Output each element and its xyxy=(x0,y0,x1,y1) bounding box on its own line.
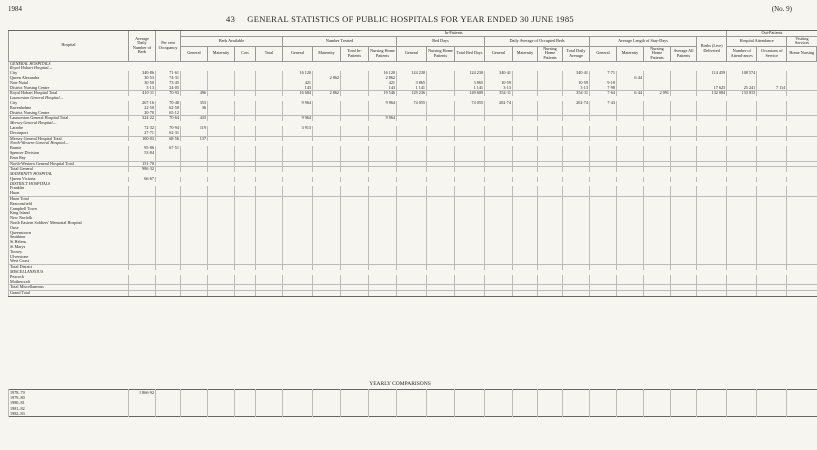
col-treated-general: General xyxy=(283,46,313,61)
table-cell xyxy=(256,291,283,297)
page-title xyxy=(0,14,800,24)
table-cell: 16 684 xyxy=(283,91,313,96)
table-cell: 100·03 xyxy=(129,136,156,141)
section-heading: DISTRICT HOSPITALS xyxy=(9,182,817,187)
row-label: Grand Total xyxy=(9,291,129,297)
row-label: North-Western General Hospital Total xyxy=(9,161,129,167)
group-daily-avg-occ: Daily Average of Occupied Beds xyxy=(485,36,590,46)
col-occ-total: Total Daily Average xyxy=(563,46,590,61)
row-label: St Helens xyxy=(9,240,129,245)
col-avg-beds: Average Daily Number of Beds xyxy=(129,31,156,62)
table-cell: 10·59 xyxy=(485,81,513,86)
col-stay-all: Average All Patients xyxy=(671,46,697,61)
table-cell xyxy=(341,411,369,417)
col-beds-general: General xyxy=(181,46,208,61)
hospital-statistics-table xyxy=(8,30,817,297)
table-cell: 3·13 xyxy=(563,86,590,91)
col-stay-maternity: Maternity xyxy=(617,46,644,61)
table-cell: 17 625 xyxy=(697,86,727,91)
table-cell: 3·13 xyxy=(129,86,156,91)
col-days-total: Total Bed Days xyxy=(455,46,485,61)
table-cell: 1 141 xyxy=(397,86,427,91)
table-cell: 36 xyxy=(181,106,208,111)
table-cell: 2 091 xyxy=(644,91,671,96)
table-cell: 7·71 xyxy=(590,71,617,76)
table-cell: 22·50 xyxy=(129,106,156,111)
row-label: Toosey xyxy=(9,250,129,255)
table-cell xyxy=(513,411,538,417)
row-label: Huon Total xyxy=(9,197,129,202)
row-label: Mersey General Hospital Total xyxy=(9,136,129,141)
col-occ-nursing-home: Nursing Home Patients xyxy=(538,46,563,61)
table-cell: 6·44 xyxy=(617,76,644,81)
table-cell: 9 964 xyxy=(369,101,397,106)
table-cell: 9 964 xyxy=(283,116,313,121)
table-cell: 410·11 xyxy=(129,91,156,96)
table-cell: 354·11 xyxy=(563,91,590,96)
row-label: Ulverstone xyxy=(9,255,129,260)
row-label: Devonport xyxy=(9,131,129,136)
row-label: 1980–81 xyxy=(9,400,129,405)
table-cell xyxy=(397,411,427,417)
table-cell: 133 815 xyxy=(727,91,757,96)
table-cell: 6·44 xyxy=(617,91,644,96)
table-cell xyxy=(757,411,787,417)
table-cell: 324·22 xyxy=(129,116,156,121)
table-cell: 25 241 xyxy=(727,86,757,91)
section-heading: Launceston General Hospital— xyxy=(9,96,817,101)
row-label: Campbell Town xyxy=(9,207,129,212)
row-label: Peacock xyxy=(9,275,129,280)
table-cell: 2 862 xyxy=(369,76,397,81)
table-cell: 95·86 xyxy=(129,146,156,151)
group-out-patients: Out-Patients xyxy=(727,31,817,37)
table-cell: 73·45 xyxy=(156,81,181,86)
table-cell: 433 xyxy=(181,116,208,121)
table-cell xyxy=(427,411,455,417)
table-cell: 143 xyxy=(283,86,313,91)
row-label: North Eastern Soldiers' Memorial Hospital xyxy=(9,221,129,226)
table-cell: 353 xyxy=(181,101,208,106)
table-cell: 3 865 xyxy=(397,81,427,86)
table-cell: 24·05 xyxy=(156,86,181,91)
report-year: 1984 xyxy=(8,5,22,13)
section-heading: MATERNITY HOSPITAL xyxy=(9,172,817,177)
table-cell: 124 230 xyxy=(397,71,427,76)
table-cell xyxy=(208,291,235,297)
table-cell xyxy=(341,291,369,297)
table-cell xyxy=(563,411,590,417)
table-cell xyxy=(787,291,817,297)
table-cell xyxy=(313,291,341,297)
col-per-occ: Per cent Occupancy xyxy=(156,31,181,62)
table-cell xyxy=(129,411,156,417)
table-cell xyxy=(156,291,181,297)
row-label: Queen Alexandra xyxy=(9,76,129,81)
table-cell: 119 xyxy=(181,126,208,131)
table-cell: 129 236 xyxy=(397,91,427,96)
table-cell xyxy=(787,411,817,417)
table-cell: 2 862 xyxy=(313,91,341,96)
table-cell: 71·61 xyxy=(156,71,181,76)
col-hospital: Hospital xyxy=(9,31,129,62)
row-label: Total Miscellaneous xyxy=(9,285,129,291)
table-cell xyxy=(485,411,513,417)
table-cell: 108 574 xyxy=(727,71,757,76)
col-beds-maternity: Maternity xyxy=(208,46,235,61)
table-cell xyxy=(757,291,787,297)
table-cell xyxy=(617,291,644,297)
row-label: City xyxy=(9,101,129,106)
table-cell: 10·59 xyxy=(563,81,590,86)
col-births: Births (Live) Delivered xyxy=(697,36,727,61)
yearly-comparisons-table xyxy=(8,389,817,417)
table-cell xyxy=(397,291,427,297)
col-occasions-of-service: Occasions of Service xyxy=(757,46,787,61)
report-title: GENERAL STATISTICS OF PUBLIC HOSPITALS FOR YEAR ENDED 30 JUNE 1985 xyxy=(247,14,574,24)
table-cell: 340·41 xyxy=(485,71,513,76)
table-cell xyxy=(283,411,313,417)
table-cell xyxy=(538,291,563,297)
col-beds-total: Total xyxy=(256,46,283,61)
yearly-comparisons-heading: YEARLY COMPARISONS xyxy=(369,381,431,387)
table-cell xyxy=(563,291,590,297)
table-cell: 70·64 xyxy=(156,116,181,121)
paper-number: (No. 9) xyxy=(771,5,792,13)
table-cell: 496 xyxy=(181,91,208,96)
table-cell: 9 964 xyxy=(369,116,397,121)
row-label: Launceston General Hospital Total xyxy=(9,116,129,121)
group-bed-days: Bed Days xyxy=(397,36,485,46)
group-number-treated: Number Treated xyxy=(283,36,397,46)
table-cell: 27·71 xyxy=(129,131,156,136)
folio-number: 43 xyxy=(226,14,236,24)
table-cell: 30·50 xyxy=(129,81,156,86)
row-label: Ravenholme xyxy=(9,106,129,111)
table-cell xyxy=(455,411,485,417)
table-cell: 70·93 xyxy=(156,91,181,96)
table-cell xyxy=(590,291,617,297)
col-stay-general: General xyxy=(590,46,617,61)
table-cell: 74 055 xyxy=(455,101,485,106)
table-cell: 16 120 xyxy=(283,71,313,76)
table-cell: 65·12 xyxy=(156,111,181,116)
group-visiting-services: Visiting Services xyxy=(787,36,817,46)
row-label: Huon xyxy=(9,191,129,196)
table-cell xyxy=(256,411,283,417)
table-cell xyxy=(644,291,671,297)
table-cell: 986·32 xyxy=(129,167,156,172)
col-treated-total: Total In-Patients xyxy=(341,46,369,61)
table-cell: 202·74 xyxy=(563,101,590,106)
col-treated-maternity: Maternity xyxy=(313,46,341,61)
table-cell: 2 862 xyxy=(313,76,341,81)
row-label: Royal Hobart Hospital Total xyxy=(9,91,129,96)
table-cell xyxy=(727,291,757,297)
section-heading: GENERAL HOSPITALS xyxy=(9,61,817,66)
table-cell xyxy=(369,291,397,297)
table-cell: 70·48 xyxy=(156,101,181,106)
table-cell: 7·43 xyxy=(590,101,617,106)
yearly-row xyxy=(9,411,817,417)
group-in-patients: In-Patients xyxy=(181,31,727,37)
table-cell: 30·53 xyxy=(129,76,156,81)
row-label: City xyxy=(9,71,129,76)
table-cell: 124 230 xyxy=(455,71,485,76)
table-cell: 7·98 xyxy=(590,86,617,91)
row-label: Latrobe xyxy=(9,126,129,131)
row-label: 1978–79 xyxy=(9,390,129,396)
table-cell: 67·51 xyxy=(156,146,181,151)
row-label: West Coast xyxy=(9,259,129,264)
col-attendances: Number of Attend-ances xyxy=(727,46,757,61)
table-cell: 340·41 xyxy=(563,71,590,76)
table-cell: 149 609 xyxy=(455,91,485,96)
table-body xyxy=(9,61,817,296)
table-cell xyxy=(455,291,485,297)
table-cell: 62·31 xyxy=(156,131,181,136)
group-beds-available: Beds Available xyxy=(181,36,283,46)
table-cell: 3 865 xyxy=(455,81,485,86)
row-label: Queenstown xyxy=(9,231,129,236)
table-cell xyxy=(235,291,256,297)
row-label: St Marys xyxy=(9,245,129,250)
table-cell xyxy=(697,291,727,297)
table-cell: 74·31 xyxy=(156,76,181,81)
row-label: New Norfolk xyxy=(9,216,129,221)
col-home-nursing: Home Nursing xyxy=(787,46,817,61)
table-cell: 7 114 xyxy=(757,86,787,91)
section-heading: MISCELLANEOUS xyxy=(9,270,817,275)
row-label: Mothercraft xyxy=(9,280,129,285)
table-cell xyxy=(283,291,313,297)
table-cell xyxy=(485,291,513,297)
table-cell xyxy=(313,411,341,417)
col-beds-cots: Cots xyxy=(235,46,256,61)
table-cell: 114 459 xyxy=(697,71,727,76)
table-cell: 1 141 xyxy=(455,86,485,91)
row-label: Smithton xyxy=(9,235,129,240)
section-heading: Mersey General Hospital— xyxy=(9,121,817,126)
table-cell: 62·50 xyxy=(156,106,181,111)
row-label: 1979–80 xyxy=(9,395,129,400)
row-label: Franklin xyxy=(9,186,129,191)
row-label: 1982–83 xyxy=(9,411,129,417)
table-cell: 354·11 xyxy=(485,91,513,96)
row-label: District Nursing Centre xyxy=(9,86,129,91)
row-label: Beaconsfield xyxy=(9,202,129,207)
table-cell xyxy=(590,411,617,417)
table-cell: 9 964 xyxy=(283,101,313,106)
table-cell: 74 055 xyxy=(397,101,427,106)
table-cell: 137 xyxy=(181,136,208,141)
row-label: Emu Bay xyxy=(9,156,129,161)
yearly-body xyxy=(9,390,817,417)
row-label: 1981–82 xyxy=(9,406,129,411)
table-row xyxy=(9,291,817,297)
table-cell xyxy=(513,291,538,297)
table-cell: 68·56 xyxy=(156,136,181,141)
table-cell xyxy=(538,411,563,417)
table-cell: 72·32 xyxy=(129,126,156,131)
table-cell: 3·13 xyxy=(485,86,513,91)
table-cell: 267·16 xyxy=(129,101,156,106)
group-avg-length: Average Length of Stay-Days xyxy=(590,36,697,46)
table-cell: 20·70 xyxy=(129,111,156,116)
row-label: Total General xyxy=(9,167,129,172)
table-cell xyxy=(129,291,156,297)
table-cell: 53·84 xyxy=(129,151,156,156)
table-cell: 16 120 xyxy=(369,71,397,76)
table-cell: 340·86 xyxy=(129,71,156,76)
table-cell xyxy=(369,411,397,417)
table-cell xyxy=(617,411,644,417)
table-cell xyxy=(671,291,697,297)
table-cell xyxy=(181,411,208,417)
section-heading: Royal Hobart Hospital— xyxy=(9,66,817,71)
table-cell xyxy=(427,291,455,297)
row-label: Burnie xyxy=(9,146,129,151)
row-label: King Island xyxy=(9,211,129,216)
table-cell: 1 866·92 xyxy=(129,390,156,396)
col-treated-nursing-home: Nursing Home Patients xyxy=(369,46,397,61)
section-heading: North-Western General Hospital— xyxy=(9,141,817,146)
table-cell: 19 546 xyxy=(369,91,397,96)
table-cell: 66·67 xyxy=(129,177,156,182)
table-cell: 70·94 xyxy=(156,126,181,131)
table-cell: 421 xyxy=(369,81,397,86)
row-label: Spencer Division xyxy=(9,151,129,156)
table-cell: 7·64 xyxy=(590,91,617,96)
col-days-general: General xyxy=(397,46,427,61)
row-label: Queen Victoria xyxy=(9,177,129,182)
table-cell: 143 xyxy=(369,86,397,91)
table-cell xyxy=(208,411,235,417)
row-label: Non-Nutal xyxy=(9,81,129,86)
table-cell: 9·18 xyxy=(590,81,617,86)
table-cell: 151·70 xyxy=(129,161,156,167)
table-cell xyxy=(181,291,208,297)
row-label: Ouse xyxy=(9,226,129,231)
table-cell xyxy=(644,411,671,417)
table-cell xyxy=(697,411,727,417)
table-cell: 202·74 xyxy=(485,101,513,106)
table-cell: 3 913 xyxy=(283,126,313,131)
table-cell: 421 xyxy=(283,81,313,86)
table-cell xyxy=(727,411,757,417)
row-label: District Nursing Centre xyxy=(9,111,129,116)
col-occ-general: General xyxy=(485,46,513,61)
row-label: Total District xyxy=(9,265,129,270)
col-days-nursing-home: Nursing Home Patients xyxy=(427,46,455,61)
group-hospital-attendance: Hospital Attendance xyxy=(727,36,787,46)
col-occ-maternity: Maternity xyxy=(513,46,538,61)
table-cell xyxy=(156,411,181,417)
table-cell xyxy=(235,411,256,417)
col-stay-nursing-home: Nursing Home Patients xyxy=(644,46,671,61)
table-cell xyxy=(671,411,697,417)
table-cell: 132 084 xyxy=(697,91,727,96)
